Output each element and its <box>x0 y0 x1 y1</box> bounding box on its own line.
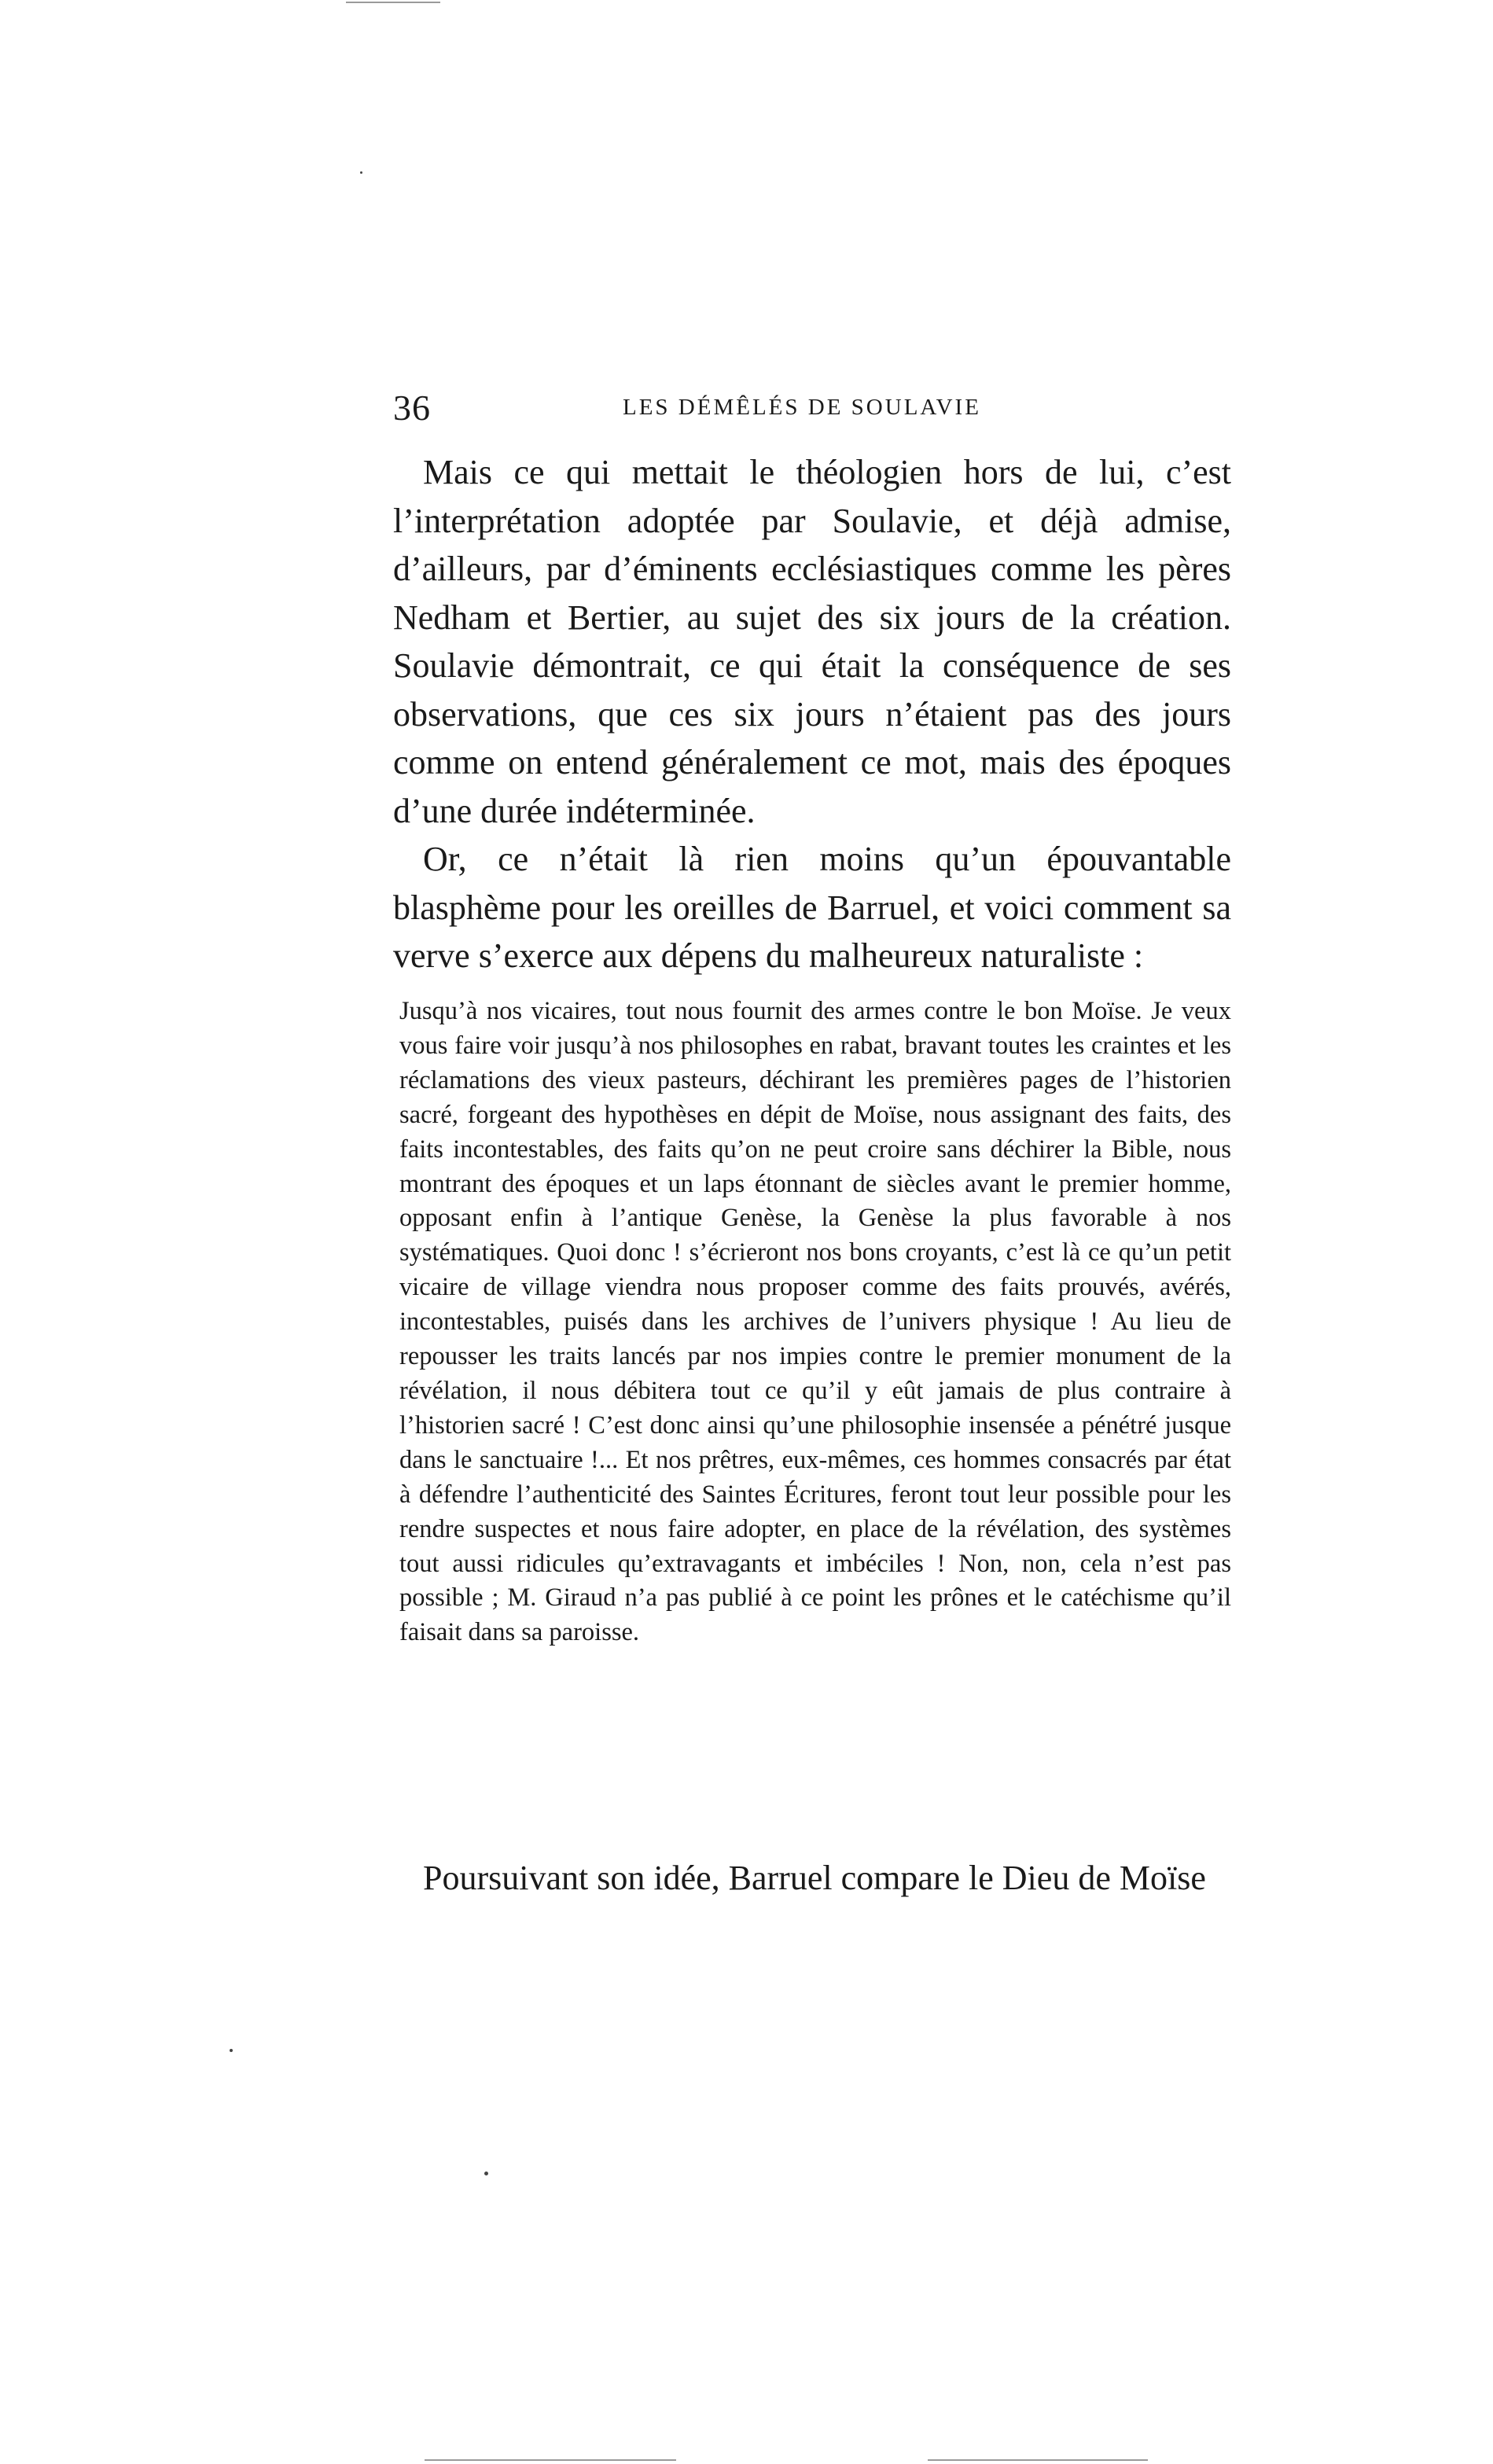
page-number: 36 <box>393 388 431 428</box>
page-edge-mark <box>425 2459 676 2461</box>
continuation-text <box>393 1854 1231 1903</box>
running-head: LES DÉMÊLÉS DE SOULAVIE <box>623 395 981 420</box>
print-speck <box>360 171 362 174</box>
print-speck <box>230 2049 233 2052</box>
page-edge-mark <box>346 2 440 3</box>
block-quote <box>399 995 1231 1650</box>
page-header <box>393 387 1231 434</box>
page-edge-mark <box>928 2459 1148 2461</box>
paragraph: Or, ce n’était là rien moins qu’un épouvantable blasphème pour les oreilles de Barruel, et voici comment sa verve s’exerce aux dépens du malheureux naturaliste : <box>393 840 1231 975</box>
main-text <box>393 448 1231 980</box>
quote-text: Jusqu’à nos vicaires, tout nous fournit des armes contre le bon Moïse. Je veux vous faire voir jusqu’à nos philosophes en rabat, bravant toutes les craintes et les réclamations des vieux pasteurs, déchirant les premières pages de l’historien sacré, forgeant des hypothèses en dépit de Moïse, nous assignant des faits, des faits incontestables, des faits qu’on ne peut croire sans déchirer la Bible, nous montrant des époques et un laps étonnant de siècles avant le premier homme, opposant enfin à l’antique Genèse, la Genèse la plus favorable à nos systématiques. Quoi donc ! s’écrieront nos bons croyants, c’est là ce qu’un petit vicaire de village viendra nous proposer comme des faits prouvés, avérés, incontestables, puisés dans les archives de l’univers physique ! Au lieu de repousser les traits lancés par nos impies contre le premier monument de la révélation, il nous débitera tout ce qu’il y eût jamais de plus contraire à l’historien sacré ! C’est donc ainsi qu’une philosophie insensée a pénétré jusque dans le sanctuaire !... Et nos prêtres, eux-mêmes, ces hommes consacrés par état à défendre l’authenticité des Saintes Écritures, feront tout leur possible pour les rendre suspectes et nous faire adopter, en place de la révélation, des systèmes tout aussi ridicules qu’extravagants et imbéciles ! Non, non, cela n’est pas possible ; M. Giraud n’a pas publié à ce point les prônes et le catéchisme qu’il faisait dans sa paroisse. <box>399 997 1231 1647</box>
print-speck <box>484 2172 488 2175</box>
paragraph: Poursuivant son idée, Barruel compare le Dieu de Moïse <box>423 1859 1206 1897</box>
paragraph: Mais ce qui mettait le théologien hors de lui, c’est l’interprétation adoptée par Soulavie, et déjà admise, d’ailleurs, par d’éminents ecclésiastiques comme les pères Nedham et Bertier, au sujet des six jours de la création. Soulavie démontrait, ce qui était la conséquence de ses observations, que ces six jours n’étaient pas des jours comme on entend généralement ce mot, mais des époques d’une durée indéterminée. <box>393 453 1231 830</box>
